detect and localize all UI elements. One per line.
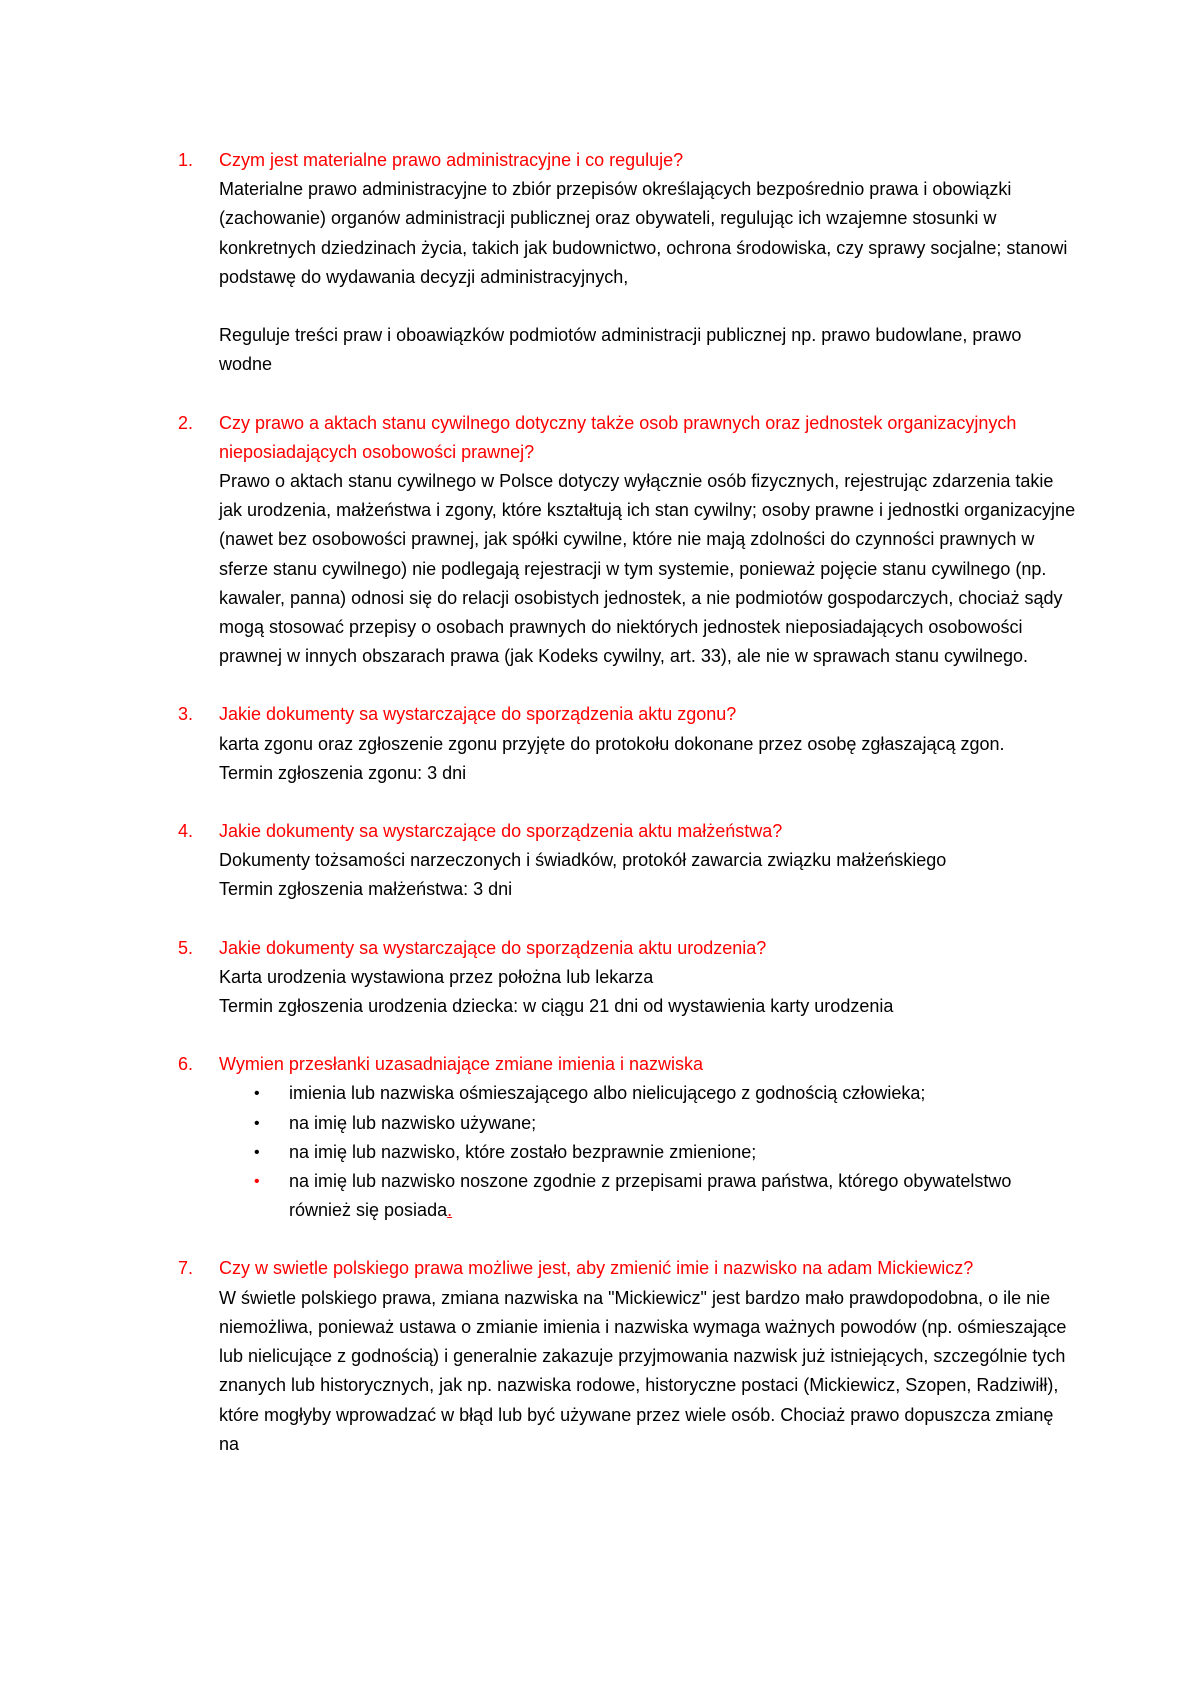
question-text: Czy w swietle polskiego prawa możliwe jest, aby zmienić imie i nazwisko na adam Mickiewicz? (219, 1258, 974, 1279)
answer-paragraph: Karta urodzenia wystawiona przez położna lub lekarza (219, 966, 654, 987)
bullet-icon: • (254, 1085, 260, 1103)
list-item-text: imienia lub nazwiska ośmieszającego albo nielicującego z godnością człowieka; (289, 1083, 926, 1104)
question-text: Jakie dokumenty sa wystarczające do sporządzenia aktu urodzenia? (219, 937, 767, 958)
answer-paragraph: Dokumenty tożsamości narzeczonych i świadków, protokół zawarcia związku małżeńskiego (219, 850, 947, 871)
question-number: 5. (178, 937, 194, 958)
list-item-text: na imię lub nazwisko, które zostało bezprawnie zmienione; (289, 1141, 757, 1162)
answer-paragraph: W świetle polskiego prawa, zmiana nazwiska na "Mickiewicz" jest bardzo mało prawdopodobna, o ile nie niemożliwa, ponieważ ustawa o zmianie imienia i nazwiska wymaga ważnych powodów (np. ośmieszające lub nielicujące z godnością) i generalnie zakazuje przyjmowania nazwisk już istniejących, szczególnie tych znanych lub historycznych, jak np. nazwiska rodowe, historyczne postaci (Mickiewicz, Szopen, Radziwiłł), które mogłyby wprowadzać w błąd lub być używane przez wiele osób. Chociaż prawo dopuszcza zmianę na (219, 1287, 1067, 1454)
answer-paragraph: Termin zgłoszenia urodzenia dziecka: w ciągu 21 dni od wystawienia karty urodzenia (219, 996, 894, 1017)
question-text: Czy prawo a aktach stanu cywilnego dotyczny także osob prawnych oraz jednostek organizacyjnych nieposiadających osobowości prawnej? (219, 412, 1017, 462)
list-item-text: na imię lub nazwisko używane; (289, 1112, 537, 1133)
list-item-end-mark: . (447, 1200, 453, 1221)
paragraph-gap (219, 292, 1078, 321)
answer (178, 963, 1078, 1021)
answer (178, 175, 1078, 379)
question-number: 3. (178, 704, 194, 725)
bullet-icon: • (254, 1143, 260, 1161)
question-text: Jakie dokumenty sa wystarczające do sporządzenia aktu zgonu? (219, 704, 737, 725)
document-content (178, 146, 1078, 1488)
list-item (178, 1109, 1078, 1138)
list-item (178, 1167, 1078, 1225)
list-item (178, 1079, 1078, 1108)
bullet-icon: • (254, 1173, 260, 1191)
answer (178, 846, 1078, 904)
question-block-7 (178, 1254, 1078, 1458)
question-number: 7. (178, 1258, 194, 1279)
question-block-1 (178, 146, 1078, 380)
answer-paragraph: Materialne prawo administracyjne to zbiór przepisów określających bezpośrednio prawa i obowiązki (zachowanie) organów administracji publicznej oraz obywateli, regulując ich wzajemne stosunki w konkretnych dziedzinach życia, takich jak budownictwo, ochrona środowiska, czy sprawy socjalne; stanowi podstawę do wydawania decyzji administracyjnych, (219, 179, 1068, 287)
question-text: Czym jest materialne prawo administracyjne i co reguluje? (219, 150, 684, 170)
answer (178, 730, 1078, 788)
question-block-4 (178, 817, 1078, 905)
question-number: 1. (178, 150, 194, 170)
list-item-text: na imię lub nazwisko noszone zgodnie z przepisami prawa państwa, którego obywatelstwo również się posiada (289, 1171, 1012, 1221)
bullet-icon: • (254, 1114, 260, 1132)
answer (178, 467, 1078, 671)
question-block-5 (178, 934, 1078, 1022)
answer-paragraph: Termin zgłoszenia zgonu: 3 dni (219, 762, 467, 783)
answer-paragraph: karta zgonu oraz zgłoszenie zgonu przyjęte do protokołu dokonane przez osobę zgłaszającą zgon. (219, 733, 1005, 754)
question-block-3 (178, 700, 1078, 788)
question-number: 4. (178, 821, 194, 842)
answer-paragraph: Termin zgłoszenia małżeństwa: 3 dni (219, 879, 513, 900)
question-text: Jakie dokumenty sa wystarczające do sporządzenia aktu małżeństwa? (219, 821, 783, 842)
question-block-6 (178, 1050, 1078, 1225)
answer-paragraph: Prawo o aktach stanu cywilnego w Polsce dotyczy wyłącznie osób fizycznych, rejestrując zdarzenia takie jak urodzenia, małżeństwa i zgony, które kształtują ich stan cywilny; osoby prawne i jednostki organizacyjne (nawet bez osobowości prawnej, jak spółki cywilne, które nie mają zdolności do czynności prawnych w sferze stanu cywilnego) nie podlegają rejestracji w tym systemie, ponieważ pojęcie stanu cywilnego (np. kawaler, panna) odnosi się do relacji osobistych jednostek, a nie podmiotów gospodarczych, chociaż sądy mogą stosować przepisy o osobach prawnych do niektórych jednostek nieposiadających osobowości prawnej w innych obszarach prawa (jak Kodeks cywilny, art. 33), ale nie w sprawach stanu cywilnego. (219, 471, 1076, 667)
question-block-2 (178, 409, 1078, 672)
bullet-list (178, 1079, 1078, 1225)
answer-paragraph: Reguluje treści praw i oboawiązków podmiotów administracji publicznej np. prawo budowlane, prawo wodne (219, 325, 1022, 375)
list-item (178, 1138, 1078, 1167)
question-number: 6. (178, 1054, 194, 1075)
answer (178, 1284, 1078, 1459)
question-number: 2. (178, 412, 194, 433)
question-text: Wymien przesłanki uzasadniające zmiane imienia i nazwiska (219, 1054, 704, 1075)
